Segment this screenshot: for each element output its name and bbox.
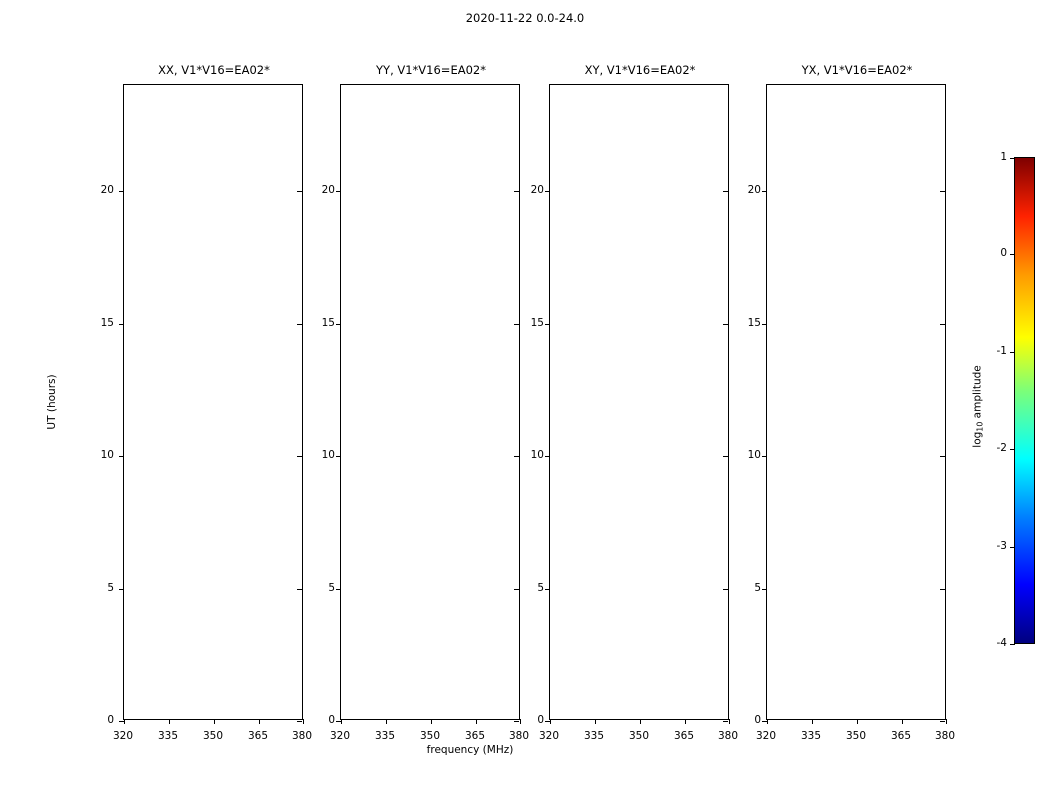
ytick-label: 15 xyxy=(747,316,761,329)
panel-title-xx: XX, V1*V16=EA02* xyxy=(158,63,270,77)
ytick-mark-right xyxy=(940,589,945,590)
panel-yx xyxy=(766,63,946,720)
xtick-mark xyxy=(595,719,596,724)
xtick-mark xyxy=(169,719,170,724)
colorbar-tick-label: -2 xyxy=(996,442,1007,455)
xtick-label: 350 xyxy=(202,730,224,742)
xtick-label: 335 xyxy=(157,730,179,742)
xtick-mark xyxy=(386,719,387,724)
xtick-label: 320 xyxy=(538,730,560,742)
axis-label-x: frequency (MHz) xyxy=(426,744,514,756)
xtick-mark xyxy=(946,719,947,724)
ytick-mark xyxy=(762,191,767,192)
xtick-mark xyxy=(550,719,551,724)
ytick-label: 10 xyxy=(321,449,335,461)
ytick-label: 20 xyxy=(100,184,114,196)
panel-title-yy: YY, V1*V16=EA02* xyxy=(376,63,486,77)
colorbar-tick-label: -3 xyxy=(996,539,1007,552)
colorbar-tick xyxy=(1010,644,1015,645)
colorbar-tick-label: -4 xyxy=(996,637,1007,649)
ytick-label: 15 xyxy=(530,316,544,329)
ytick-label: 10 xyxy=(530,449,544,461)
ytick-label: 0 xyxy=(107,714,114,726)
ytick-mark xyxy=(545,324,550,325)
xtick-label: 380 xyxy=(508,730,530,742)
colorbar-axis-label xyxy=(972,326,985,486)
xtick-label: 380 xyxy=(717,730,739,742)
xtick-mark xyxy=(341,719,342,724)
xtick-label: 350 xyxy=(628,730,650,742)
xtick-label: 350 xyxy=(419,730,441,742)
ytick-mark xyxy=(762,456,767,457)
xtick-mark xyxy=(902,719,903,724)
ytick-label: 20 xyxy=(747,184,761,196)
ytick-label: 5 xyxy=(328,581,335,594)
panel-title-xy: XY, V1*V16=EA02* xyxy=(584,63,696,77)
colorbar-tick-label: -1 xyxy=(996,344,1007,357)
ytick-label: 0 xyxy=(754,714,761,726)
colorbar-tick xyxy=(1010,254,1015,255)
ytick-mark xyxy=(762,324,767,325)
xtick-label: 320 xyxy=(112,730,134,742)
ytick-mark-right xyxy=(940,324,945,325)
ytick-label: 10 xyxy=(100,449,114,461)
figure-suptitle: 2020-11-22 0.0-24.0 xyxy=(465,11,585,25)
ytick-mark xyxy=(119,191,124,192)
ytick-mark xyxy=(545,191,550,192)
ytick-mark xyxy=(545,456,550,457)
xtick-label: 350 xyxy=(845,730,867,742)
ytick-label: 15 xyxy=(100,316,114,329)
colorbar-tick xyxy=(1010,158,1015,159)
xtick-label: 335 xyxy=(583,730,605,742)
xtick-mark xyxy=(812,719,813,724)
xtick-mark xyxy=(767,719,768,724)
ytick-label: 10 xyxy=(747,449,761,461)
panel-xy xyxy=(549,63,729,720)
ytick-mark-right xyxy=(940,191,945,192)
ytick-label: 15 xyxy=(321,316,335,329)
xtick-label: 380 xyxy=(291,730,313,742)
colorbar-label-prefix: log xyxy=(971,431,984,448)
ytick-mark xyxy=(336,456,341,457)
xtick-mark xyxy=(857,719,858,724)
ytick-label: 0 xyxy=(537,714,544,726)
colorbar-label-suffix: amplitude xyxy=(971,365,984,422)
ytick-mark-right xyxy=(940,721,945,722)
ytick-mark xyxy=(336,324,341,325)
ytick-label: 0 xyxy=(328,714,335,726)
ytick-label: 5 xyxy=(754,581,761,594)
colorbar-tick xyxy=(1010,449,1015,450)
ytick-label: 20 xyxy=(321,184,335,196)
ytick-mark-right xyxy=(940,456,945,457)
xtick-label: 365 xyxy=(247,730,269,742)
colorbar-tick-label: 0 xyxy=(1000,247,1007,260)
colorbar-tick xyxy=(1010,547,1015,548)
ytick-label: 5 xyxy=(107,581,114,594)
xtick-label: 320 xyxy=(329,730,351,742)
xtick-label: 335 xyxy=(800,730,822,742)
xtick-label: 365 xyxy=(673,730,695,742)
axis-label-y: UT (hours) xyxy=(46,374,58,430)
ytick-label: 20 xyxy=(530,184,544,196)
colorbar-gradient xyxy=(1014,157,1035,644)
panel-title-yx: YX, V1*V16=EA02* xyxy=(801,63,913,77)
ytick-mark xyxy=(119,456,124,457)
colorbar-tick-label: 1 xyxy=(1000,151,1007,163)
ytick-mark xyxy=(545,589,550,590)
xtick-mark xyxy=(640,719,641,724)
panel-yy xyxy=(340,63,520,720)
ytick-mark xyxy=(762,589,767,590)
xtick-label: 365 xyxy=(464,730,486,742)
panel-xx xyxy=(123,63,303,720)
xtick-label: 320 xyxy=(755,730,777,742)
ytick-mark xyxy=(336,191,341,192)
xtick-mark xyxy=(124,719,125,724)
xtick-label: 380 xyxy=(934,730,956,742)
ytick-mark xyxy=(119,589,124,590)
xtick-label: 335 xyxy=(374,730,396,742)
ytick-mark xyxy=(119,324,124,325)
colorbar-label-subscript: 10 xyxy=(975,421,985,432)
xtick-mark xyxy=(214,719,215,724)
ytick-label: 5 xyxy=(537,581,544,594)
colorbar-tick xyxy=(1010,352,1015,353)
ytick-mark xyxy=(336,589,341,590)
xtick-label: 365 xyxy=(890,730,912,742)
